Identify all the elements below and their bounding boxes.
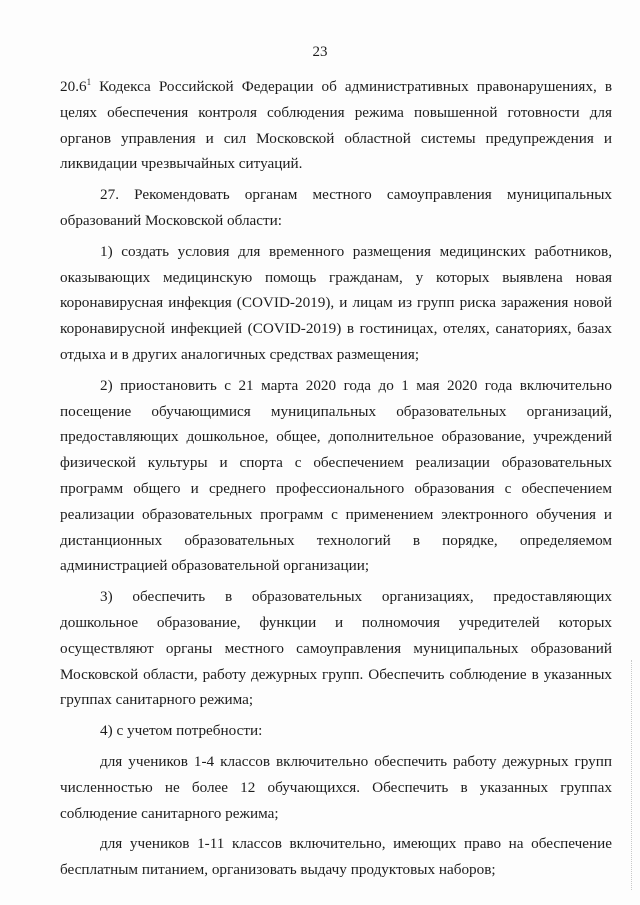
paragraph-subitem-1: 1) создать условия для временного размещения медицинских работников, оказывающих медицинскую помощь гражданам, у которых выявлена новая коронавирусная инфекция (COVID-2019), и лицам из групп риска заражения новой коронавирусной инфекцией (COVID-2019) в гостиницах, отелях, санаториях, базах отдыха и в других аналогичных средствах размещения; bbox=[60, 242, 612, 363]
paragraph-item-27: 27. Рекомендовать органам местного самоуправления муниципальных образований Московской области: bbox=[60, 186, 612, 229]
paragraph-subitem-2: 2) приостановить с 21 марта 2020 года до 1 мая 2020 года включительно посещение обучающимися муниципальных образовательных организаций, предоставляющих дошкольное, общее, дополнительное образование, учреждений физической культуры и спорта с обеспечением реализации образовательных программ общего и среднего профессионального образования с обеспечением реализации образовательных программ с применением электронного обучения и дистанционных образовательных технологий в порядке, определяемом администрацией образовательной организации; bbox=[60, 376, 612, 575]
paragraph-grades-1-11: для учеников 1-11 классов включительно, имеющих право на обеспечение бесплатным питанием, организовать выдачу продуктовых наборов; bbox=[60, 835, 612, 879]
page-number: 23 bbox=[312, 44, 328, 60]
paragraph-subitem-3: 3) обеспечить в образовательных организациях, предоставляющих дошкольное образование, функции и полномочия учредителей которых осуществляют органы местного самоуправления муниципальных образований Московской области, работу дежурных групп. Обеспечить соблюдение в указанных группах санитарного режима; bbox=[60, 588, 612, 709]
paragraph-continuation bbox=[60, 74, 612, 177]
document-body bbox=[60, 74, 612, 888]
paragraph-grades-1-4: для учеников 1-4 классов включительно обеспечить работу дежурных групп численностью не более 12 обучающихся. Обеспечить в указанных группах соблюдение санитарного режима; bbox=[60, 752, 612, 822]
article-reference: 20.6 bbox=[60, 78, 87, 95]
scan-margin-mark bbox=[628, 660, 632, 890]
paragraph-subitem-4: 4) с учетом потребности: bbox=[100, 722, 263, 740]
article-reference-superscript: 1 bbox=[86, 76, 92, 87]
paragraph-text: Кодекса Российской Федерации об административных правонарушениях, в целях обеспечения контроля соблюдения режима повышенной готовности для органов управления и сил Московской областной системы предупреждения и ликвидации чрезвычайных ситуаций. bbox=[60, 78, 612, 173]
